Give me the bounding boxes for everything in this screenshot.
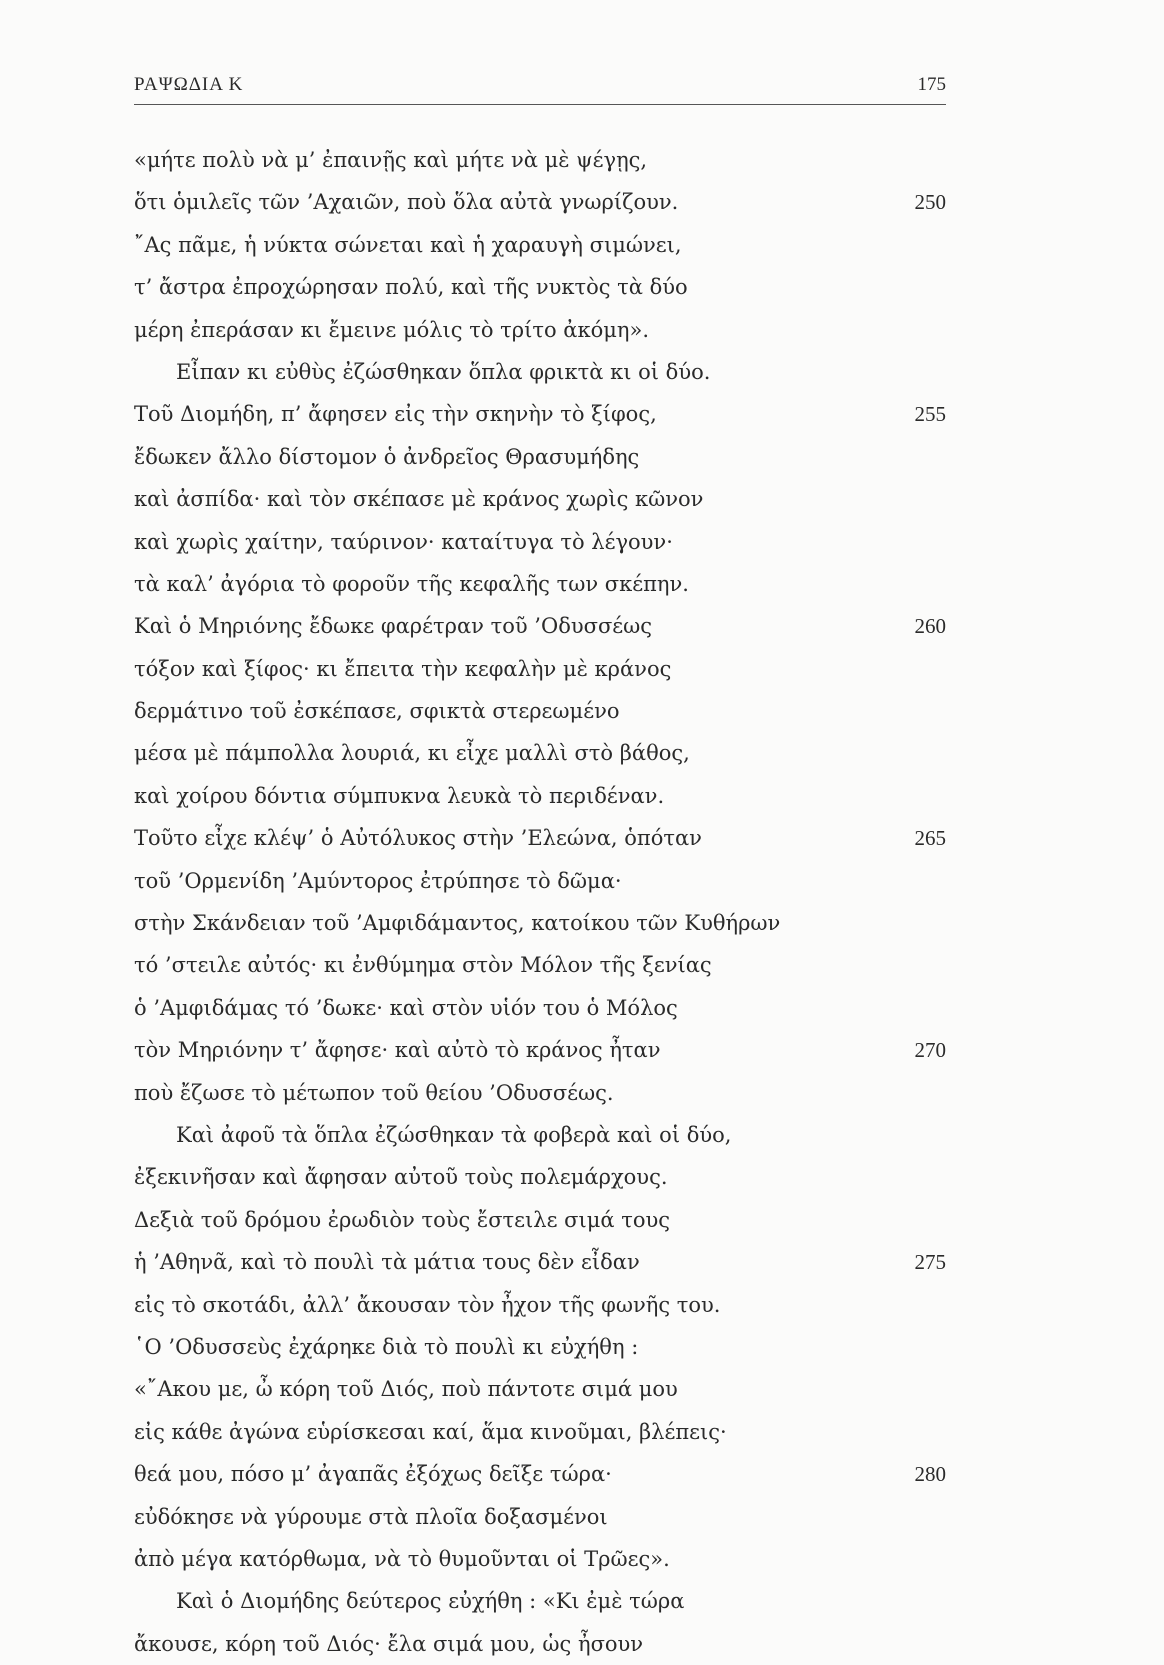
line-number: 260 — [914, 614, 946, 639]
verse-text: τὸν Μηριόνην τ’ ἄφησε· καὶ αὐτὸ τὸ κράνος ἦταν — [134, 1038, 661, 1063]
verse-line — [134, 1114, 946, 1156]
verse-line — [134, 944, 946, 986]
verse-line — [134, 1072, 946, 1114]
verse-block — [134, 139, 946, 1665]
verse-line — [134, 224, 946, 266]
verse-line — [134, 1453, 946, 1495]
running-head — [134, 74, 946, 104]
verse-line — [134, 1623, 946, 1665]
verse-line — [134, 393, 946, 435]
verse-text: ῎Ας πᾶμε, ἡ νύκτα σώνεται καὶ ἡ χαραυγὴ σιμώνει, — [134, 232, 682, 257]
verse-text: στὴν Σκάνδειαν τοῦ ’Αμφιδάμαντος, κατοίκου τῶν Κυθήρων — [134, 911, 781, 936]
verse-line — [134, 1368, 946, 1410]
verse-text: μέσα μὲ πάμπολλα λουριά, κι εἶχε μαλλὶ στὸ βάθος, — [134, 741, 690, 766]
line-number: 255 — [914, 402, 946, 427]
verse-line — [134, 266, 946, 308]
verse-text: μέρη ἐπεράσαν κι ἔμεινε μόλις τὸ τρίτο ἀκόμη». — [134, 317, 649, 342]
verse-text: εὐδόκησε νὰ γύρουμε στὰ πλοῖα δοξασμένοι — [134, 1504, 608, 1529]
verse-text: ῾Ο ’Οδυσσεὺς ἐχάρηκε διὰ τὸ πουλὶ κι εὐχήθη : — [134, 1334, 639, 1359]
verse-text: εἰς κάθε ἀγώνα εὑρίσκεσαι καί, ἅμα κινοῦμαι, βλέπεις· — [134, 1419, 727, 1444]
verse-text: ποὺ ἔζωσε τὸ μέτωπον τοῦ θείου ’Οδυσσέως. — [134, 1080, 614, 1105]
verse-text: «μήτε πολὺ νὰ μ’ ἐπαινῇς καὶ μήτε νὰ μὲ ψέγῃς, — [134, 148, 648, 172]
verse-text: Καὶ ὁ Μηριόνης ἔδωκε φαρέτραν τοῦ ’Οδυσσέως — [134, 614, 653, 639]
verse-text: ἡ ’Αθηνᾶ, καὶ τὸ πουλὶ τὰ μάτια τους δὲν εἶδαν — [134, 1250, 640, 1275]
verse-text: τοῦ ’Ορμενίδη ’Αμύντορος ἐτρύπησε τὸ δῶμα· — [134, 868, 622, 893]
verse-text: ἀπὸ μέγα κατόρθωμα, νὰ τὸ θυμοῦνται οἱ Τρῶες». — [134, 1546, 670, 1571]
verse-line — [134, 351, 946, 393]
verse-line — [134, 860, 946, 902]
verse-line — [134, 605, 946, 647]
verse-line — [134, 902, 946, 944]
verse-line — [134, 1156, 946, 1198]
verse-text: καὶ χωρὶς χαίτην, ταύρινον· καταίτυγα τὸ λέγουν· — [134, 529, 673, 554]
verse-text: ὁ ’Αμφιδάμας τό ’δωκε· καὶ στὸν υἱόν του ὁ Μόλος — [134, 995, 678, 1020]
verse-line — [134, 1326, 946, 1368]
verse-text: τόξον καὶ ξίφος· κι ἔπειτα τὴν κεφαλὴν μὲ κράνος — [134, 656, 672, 681]
verse-text: δερμάτινο τοῦ ἐσκέπασε, σφικτὰ στερεωμένο — [134, 699, 620, 724]
verse-line — [134, 563, 946, 605]
verse-line — [134, 690, 946, 732]
verse-line — [134, 309, 946, 351]
verse-text: εἰς τὸ σκοτάδι, ἀλλ’ ἄκουσαν τὸν ἦχον τῆς φωνῆς του. — [134, 1292, 721, 1317]
verse-line — [134, 1538, 946, 1580]
line-number: 250 — [914, 190, 946, 215]
verse-line — [134, 1580, 946, 1622]
verse-line — [134, 1496, 946, 1538]
line-number: 265 — [914, 826, 946, 851]
verse-line — [134, 1284, 946, 1326]
verse-text: καὶ χοίρου δόντια σύμπυκνα λευκὰ τὸ περιδέναν. — [134, 783, 665, 808]
page-number: 175 — [917, 74, 946, 95]
verse-line — [134, 521, 946, 563]
verse-line — [134, 1411, 946, 1453]
verse-text: τ’ ἄστρα ἐπροχώρησαν πολύ, καὶ τῆς νυκτὸς τὰ δύο — [134, 275, 688, 300]
verse-line — [134, 648, 946, 690]
verse-text: ἄκουσε, κόρη τοῦ Διός· ἔλα σιμά μου, ὡς ἦσουν — [134, 1631, 644, 1656]
verse-line — [134, 478, 946, 520]
verse-text: θεά μου, πόσο μ’ ἀγαπᾶς ἐξόχως δεῖξε τώρα· — [134, 1462, 612, 1487]
verse-line — [134, 1199, 946, 1241]
verse-line — [134, 775, 946, 817]
verse-text: τό ’στειλε αὐτός· κι ἐνθύμημα στὸν Μόλον τῆς ξενίας — [134, 953, 712, 978]
verse-text: καὶ ἀσπίδα· καὶ τὸν σκέπασε μὲ κράνος χωρὶς κῶνον — [134, 487, 704, 512]
line-number: 275 — [914, 1250, 946, 1275]
verse-text: ἐξεκινῆσαν καὶ ἄφησαν αὐτοῦ τοὺς πολεμάρχους. — [134, 1165, 668, 1190]
verse-text: τὰ καλ’ ἀγόρια τὸ φοροῦν τῆς κεφαλῆς των σκέπην. — [134, 571, 689, 596]
verse-line — [134, 181, 946, 223]
verse-line — [134, 1241, 946, 1283]
verse-text: Τοῦ Διομήδη, π’ ἄφησεν εἰς τὴν σκηνὴν τὸ ξίφος, — [134, 402, 657, 427]
verse-line — [134, 139, 946, 181]
verse-text: Καὶ ἀφοῦ τὰ ὅπλα ἐζώσθηκαν τὰ φοβερὰ καὶ οἱ δύο, — [176, 1122, 732, 1147]
line-number: 280 — [914, 1462, 946, 1487]
header-rule — [134, 104, 946, 105]
verse-text: Τοῦτο εἶχε κλέψ’ ὁ Αὐτόλυκος στὴν ’Ελεώνα, ὁπόταν — [134, 826, 702, 851]
verse-line — [134, 732, 946, 774]
verse-text: ὅτι ὁμιλεῖς τῶν ’Αχαιῶν, ποὺ ὅλα αὐτὰ γνωρίζουν. — [134, 190, 679, 215]
verse-line — [134, 1029, 946, 1071]
verse-text: Δεξιὰ τοῦ δρόμου ἐρωδιὸν τοὺς ἔστειλε σιμά τους — [134, 1207, 670, 1232]
verse-text: ἔδωκεν ἄλλο δίστομον ὁ ἀνδρεῖος Θρασυμήδης — [134, 444, 640, 469]
running-title: ΡΑΨΩΔΙΑ Κ — [134, 74, 244, 95]
verse-text: «῎Ακου με, ὦ κόρη τοῦ Διός, ποὺ πάντοτε σιμά μου — [134, 1377, 678, 1402]
verse-text: Καὶ ὁ Διομήδης δεύτερος εὐχήθη : «Κι ἐμὲ τώρα — [176, 1589, 685, 1614]
verse-line — [134, 436, 946, 478]
line-number: 270 — [914, 1038, 946, 1063]
verse-line — [134, 987, 946, 1029]
verse-line — [134, 817, 946, 859]
verse-text: Εἶπαν κι εὐθὺς ἐζώσθηκαν ὅπλα φρικτὰ κι οἱ δύο. — [176, 359, 711, 384]
